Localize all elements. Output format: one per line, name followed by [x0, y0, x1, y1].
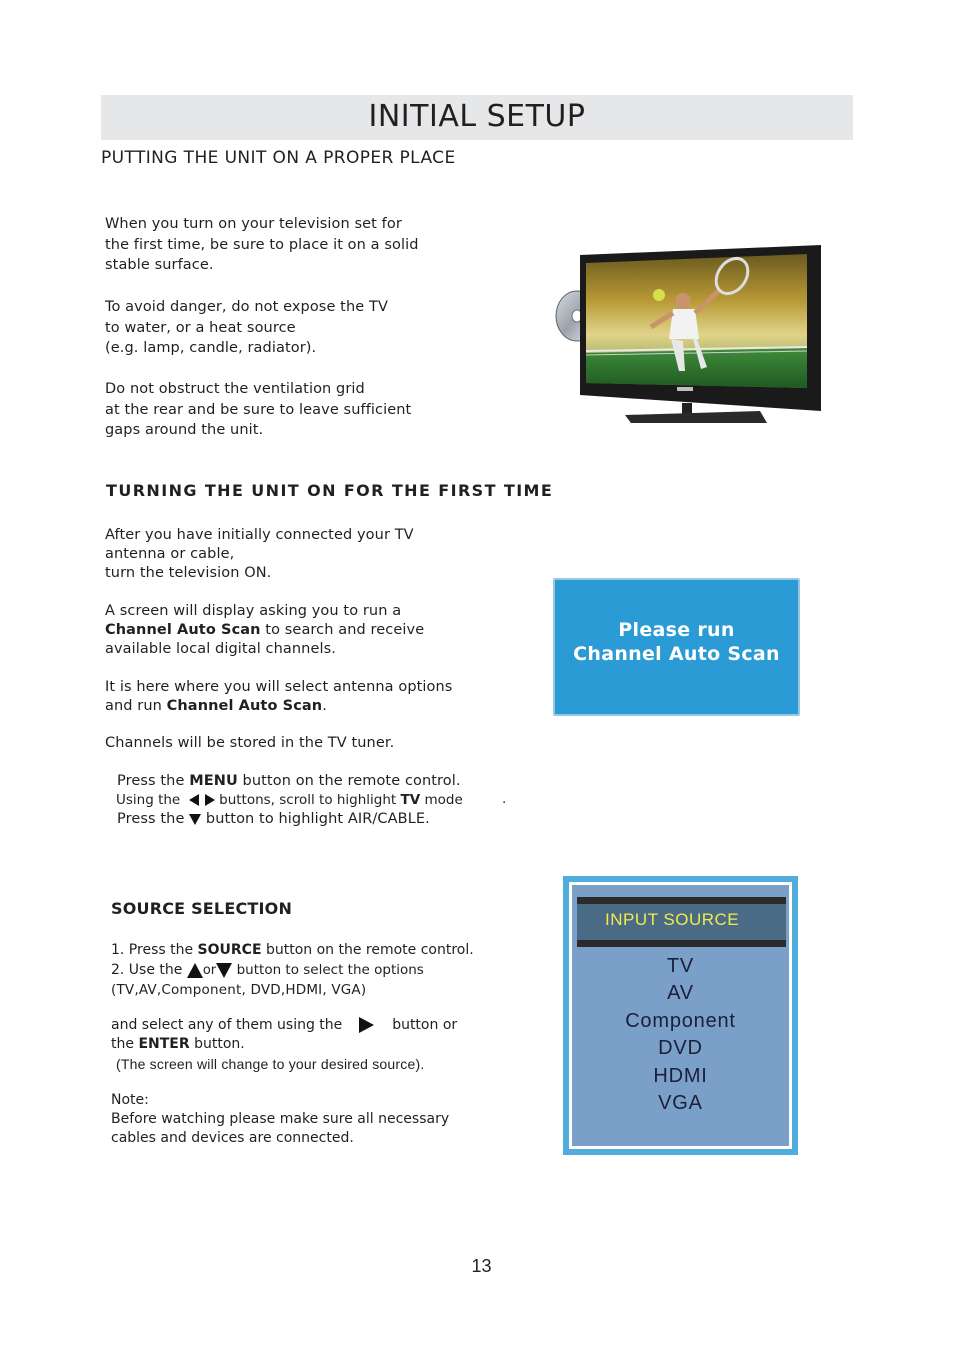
text-fragment: or [202, 963, 217, 978]
text-line: Before watching please make sure all necessary [111, 1111, 450, 1127]
first-time-paragraph-1 [105, 526, 414, 583]
text-fragment: and select any of them using the [111, 1017, 343, 1033]
text-line: A screen will display asking you to run a [105, 603, 402, 619]
source-option-hdmi: HDMI [653, 1064, 708, 1087]
down-arrow-icon [216, 963, 232, 978]
text-fragment: buttons, scroll to highlight [219, 792, 401, 808]
source-option-vga: VGA [658, 1092, 703, 1115]
source-options-list: (TV,AV,Component, DVD,HDMI, VGA) [111, 982, 367, 998]
input-source-list [572, 953, 789, 1117]
input-source-title: INPUT SOURCE [605, 910, 740, 929]
placement-paragraph-3 [105, 379, 411, 441]
tv-illustration [555, 243, 823, 427]
text-line: antenna or cable, [105, 546, 235, 562]
text-line: available local digital channels. [105, 641, 336, 657]
text-fragment: button to select the options [236, 962, 424, 978]
menu-button-term: MENU [189, 773, 238, 789]
text-line: cables and devices are connected. [111, 1130, 354, 1146]
title-bar [101, 95, 853, 140]
text-fragment: button. [189, 1036, 245, 1052]
text-line: to water, or a heat source [105, 319, 296, 336]
first-time-paragraph-2 [105, 602, 424, 659]
text-line: Do not obstruct the ventilation grid [105, 381, 365, 397]
text-line: To avoid danger, do not expose the TV [105, 299, 388, 315]
input-source-screen [563, 876, 798, 1155]
text-fragment: the [111, 1036, 139, 1052]
text-line: the first time, be sure to place it on a solid [105, 236, 419, 253]
text-fragment: Using the [116, 792, 185, 808]
header-strip [577, 897, 786, 904]
tv-term: TV [400, 792, 421, 808]
text-fragment: Press the [117, 811, 190, 827]
scan-message [555, 618, 798, 666]
header-strip [577, 940, 786, 947]
source-option-av: AV [667, 982, 694, 1005]
text-line: It is here where you will select antenna options [105, 679, 453, 695]
down-arrow-icon [189, 814, 201, 825]
up-arrow-icon [187, 963, 203, 978]
text-fragment: to search and receive [260, 622, 425, 638]
first-time-paragraph-4: Channels will be stored in the TV tuner. [105, 735, 395, 751]
note-label: Note: [111, 1092, 149, 1108]
text-fragment: . [322, 698, 327, 714]
source-heading: SOURCE SELECTION [111, 899, 293, 918]
text-fragment: button or [392, 1017, 458, 1033]
text-line: stable surface. [105, 257, 214, 273]
source-button-term: SOURCE [197, 942, 262, 958]
source-step-2 [111, 961, 424, 980]
text-fragment: Press the [117, 773, 190, 789]
right-arrow-icon [205, 794, 215, 806]
text-line: turn the television ON. [105, 565, 272, 581]
left-arrow-icon [189, 794, 199, 806]
text-line: at the rear and be sure to leave sufficient [105, 401, 412, 418]
text-line [105, 697, 452, 716]
first-time-heading: TURNING THE UNIT ON FOR THE FIRST TIME [106, 481, 554, 500]
channel-auto-scan-screen [553, 578, 800, 716]
text-fragment: button on the remote control. [261, 942, 474, 958]
text-line: (e.g. lamp, candle, radiator). [105, 340, 317, 356]
note [111, 1091, 449, 1148]
right-arrow-icon [359, 1017, 374, 1033]
source-step-3 [111, 1016, 457, 1035]
text-line: After you have initially connected your TV [105, 527, 414, 543]
source-step-3-result: (The screen will change to your desired source). [116, 1056, 425, 1072]
page-number: 13 [471, 1256, 492, 1276]
channel-auto-scan-term: Channel Auto Scan [166, 698, 323, 714]
input-source-header [577, 897, 786, 947]
enter-button-term: ENTER [138, 1036, 190, 1052]
text-line [105, 621, 424, 640]
text-fragment: and run [105, 698, 167, 714]
step-2-period: . [502, 791, 507, 807]
text-fragment: mode [420, 792, 463, 808]
text-fragment: 1. Press the [111, 942, 198, 958]
source-option-dvd: DVD [658, 1037, 703, 1060]
step-2 [116, 791, 463, 809]
text-fragment: button on the remote control. [237, 773, 461, 789]
page-title: INITIAL SETUP [368, 99, 586, 134]
step-1 [117, 772, 461, 791]
input-source-panel [572, 885, 789, 1146]
text-fragment: button to highlight AIR/CABLE. [205, 811, 430, 827]
text-line: When you turn on your television set for [105, 216, 402, 232]
source-option-tv: TV [666, 955, 695, 977]
scan-message-line: Please run [618, 619, 735, 641]
text-fragment: 2. Use the [111, 962, 183, 978]
tv-image [555, 243, 823, 427]
scan-message-line: Channel Auto Scan [573, 643, 780, 665]
placement-paragraph-2 [105, 297, 388, 359]
source-step-1 [111, 941, 474, 960]
input-source-frame [569, 882, 792, 1149]
channel-auto-scan-term: Channel Auto Scan [105, 622, 261, 638]
placement-paragraph-1 [105, 214, 419, 276]
placement-heading: PUTTING THE UNIT ON A PROPER PLACE [101, 148, 456, 168]
step-3 [117, 810, 430, 829]
source-option-component: Component [625, 1009, 736, 1032]
text-line: gaps around the unit. [105, 422, 264, 438]
first-time-paragraph-3 [105, 678, 452, 716]
source-step-3-cont [111, 1035, 245, 1054]
